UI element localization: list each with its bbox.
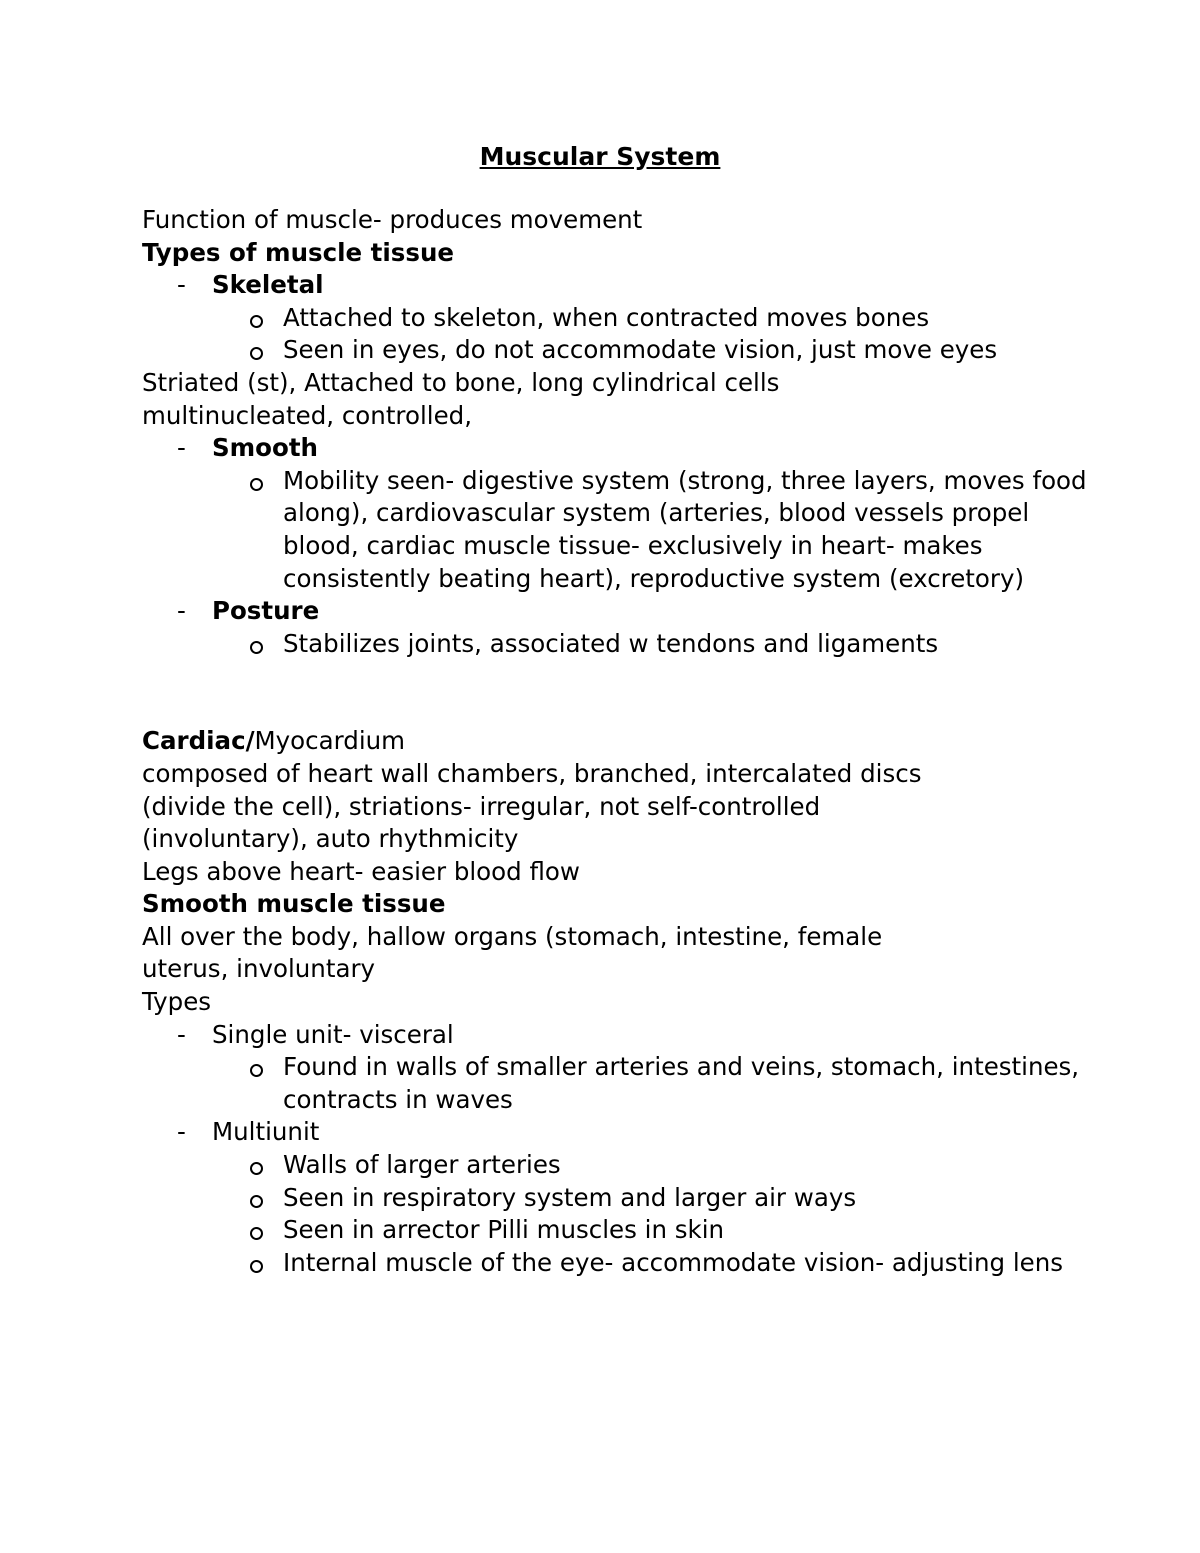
single-unit-points bbox=[142, 1051, 1122, 1116]
bullet-text: Stabilizes joints, associated w tendons and ligaments bbox=[283, 628, 939, 658]
posture-list bbox=[142, 595, 1122, 628]
single-unit-list bbox=[142, 1019, 1122, 1052]
multiunit-list bbox=[142, 1116, 1122, 1149]
list-item bbox=[142, 595, 1122, 628]
circle-bullet-icon bbox=[250, 347, 263, 360]
list-item bbox=[142, 432, 1122, 465]
bullet-text: Internal muscle of the eye- accommodate vision- adjusting lens bbox=[283, 1247, 1064, 1277]
striated-line: Striated (st), Attached to bone, long cylindrical cells bbox=[142, 367, 780, 397]
circle-bullet-icon bbox=[250, 1260, 263, 1273]
circle-bullet-icon bbox=[250, 1195, 263, 1208]
bullet-text: Found in walls of smaller arteries and veins, stomach, intestines, contracts in waves bbox=[283, 1052, 1080, 1114]
smooth-list bbox=[142, 432, 1122, 465]
dash-marker: - bbox=[177, 1019, 186, 1049]
smooth-tissue-desc: uterus, involuntary bbox=[142, 954, 376, 984]
types-heading: Types of muscle tissue bbox=[142, 237, 455, 267]
list-item bbox=[142, 1182, 1098, 1215]
function-line: Function of muscle- produces movement bbox=[142, 205, 643, 234]
posture-points bbox=[142, 628, 1122, 661]
bullet-text: Seen in respiratory system and larger air ways bbox=[283, 1182, 857, 1212]
blank-space bbox=[142, 660, 1122, 725]
skeletal-label: Skeletal bbox=[212, 270, 324, 300]
bullet-text: Walls of larger arteries bbox=[283, 1150, 561, 1180]
list-item bbox=[142, 465, 1098, 595]
cardiac-heading-normal: Myocardium bbox=[254, 726, 406, 756]
smooth-tissue-heading: Smooth muscle tissue bbox=[142, 889, 446, 919]
striated-line: multinucleated, controlled, bbox=[142, 400, 472, 430]
bullet-text: Seen in arrector Pilli muscles in skin bbox=[283, 1215, 725, 1245]
posture-label: Posture bbox=[212, 596, 320, 626]
single-unit-label: Single unit- visceral bbox=[212, 1019, 454, 1049]
list-item bbox=[142, 1247, 1098, 1280]
page-title: Muscular System bbox=[479, 142, 721, 171]
bullet-text: Seen in eyes, do not accommodate vision, just move eyes bbox=[283, 335, 998, 365]
smooth-label: Smooth bbox=[212, 433, 318, 463]
document-body bbox=[142, 204, 1122, 1279]
bullet-text: Mobility seen- digestive system (strong, three layers, moves food along), cardiovascular system (arteries, blood vessels propel blood, cardiac muscle tissue- exclusively in heart- makes consistently beating heart), reproductive system (excretory) bbox=[283, 465, 1087, 593]
list-item bbox=[142, 1214, 1098, 1247]
cardiac-desc: (divide the cell), striations- irregular, not self-controlled bbox=[142, 791, 821, 821]
circle-bullet-icon bbox=[250, 315, 263, 328]
multiunit-label: Multiunit bbox=[212, 1117, 320, 1147]
smooth-points bbox=[142, 465, 1122, 595]
dash-marker: - bbox=[177, 433, 186, 463]
bullet-text: Attached to skeleton, when contracted moves bones bbox=[283, 302, 930, 332]
smooth-tissue-desc: All over the body, hallow organs (stomach, intestine, female bbox=[142, 921, 883, 951]
list-item bbox=[142, 269, 1122, 302]
dash-marker: - bbox=[177, 270, 186, 300]
list-item bbox=[142, 628, 1098, 661]
cardiac-heading bbox=[142, 725, 1122, 758]
skeletal-points bbox=[142, 302, 1122, 367]
list-item bbox=[142, 1019, 1122, 1052]
list-item bbox=[142, 302, 1098, 335]
cardiac-desc: (involuntary), auto rhythmicity bbox=[142, 824, 519, 854]
cardiac-heading-bold: Cardiac/ bbox=[142, 726, 255, 756]
dash-marker: - bbox=[177, 1117, 186, 1147]
circle-bullet-icon bbox=[250, 1227, 263, 1240]
list-item bbox=[142, 1149, 1098, 1182]
list-item bbox=[142, 1051, 1098, 1116]
circle-bullet-icon bbox=[250, 1064, 263, 1077]
dash-marker: - bbox=[177, 596, 186, 626]
multiunit-points bbox=[142, 1149, 1122, 1279]
circle-bullet-icon bbox=[250, 478, 263, 491]
list-item bbox=[142, 1116, 1122, 1149]
list-item bbox=[142, 334, 1098, 367]
circle-bullet-icon bbox=[250, 641, 263, 654]
skeletal-list bbox=[142, 269, 1122, 302]
circle-bullet-icon bbox=[250, 1162, 263, 1175]
types-label: Types bbox=[142, 987, 212, 1017]
cardiac-desc: composed of heart wall chambers, branched, intercalated discs bbox=[142, 758, 922, 788]
cardiac-desc: Legs above heart- easier blood flow bbox=[142, 856, 580, 886]
